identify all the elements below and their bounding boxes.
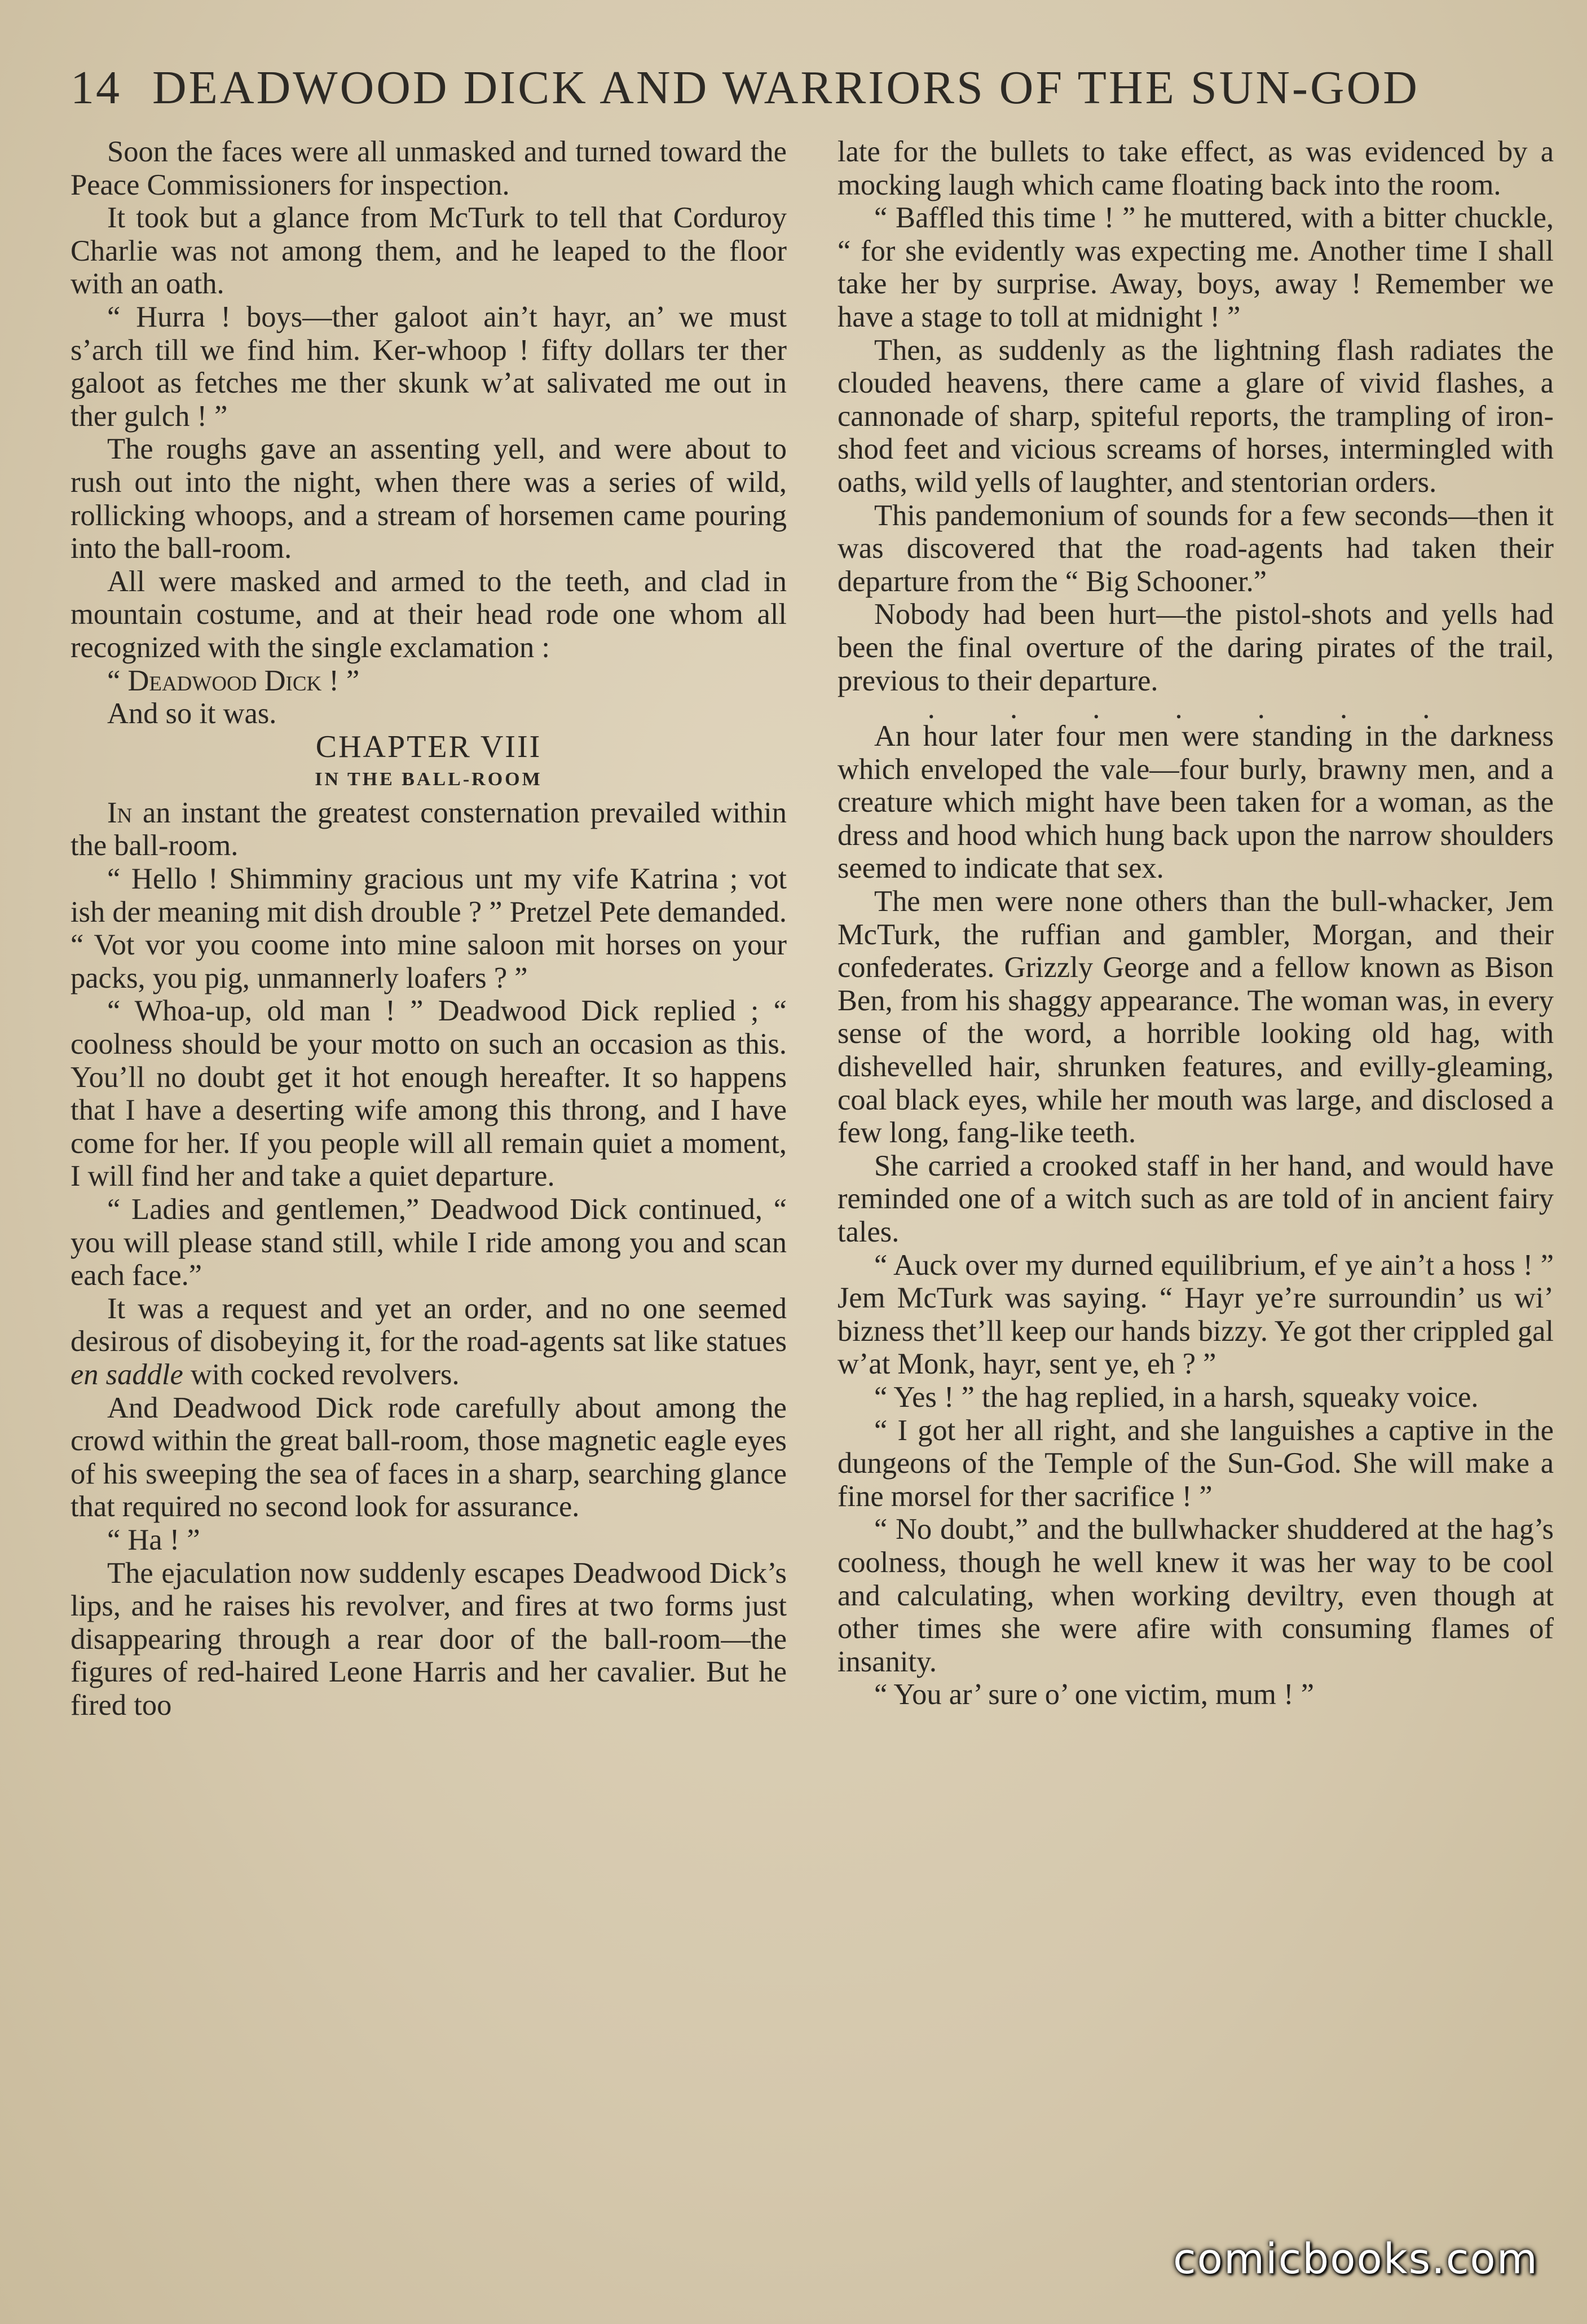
- right-column: [837, 135, 1554, 2279]
- chapter-heading: CHAPTER VIII: [315, 729, 542, 764]
- quote-close: ! ”: [321, 664, 360, 697]
- paragraph: late for the bullets to take effect, as was evidenced by a mocking laugh which came floating back into the room.: [837, 135, 1554, 201]
- paragraph: And so it was.: [107, 697, 277, 730]
- paragraph: [70, 796, 787, 862]
- paragraph: And Deadwood Dick rode carefully about among the crowd within the great ball-room, those magnetic eagle eyes of his sweeping the sea of faces in a sharp, searching glance that required no second look for assurance.: [70, 1391, 787, 1524]
- running-header: [70, 56, 1520, 118]
- paragraph: “ Baffled this time ! ” he muttered, with a bitter chuckle, “ for she evidently was expecting me. Another time I shall take her by surprise. Away, boys, away ! Remember we have a stage to toll at midnight ! ”: [837, 201, 1554, 333]
- paragraph: “ Yes ! ” the hag replied, in a harsh, squeaky voice.: [874, 1380, 1479, 1414]
- running-title: DEADWOOD DICK AND WARRIORS OF THE SUN-GOD: [152, 61, 1420, 114]
- paragraph: Soon the faces were all unmasked and turned toward the Peace Commissioners for inspection.: [70, 135, 787, 201]
- italic-phrase: en saddle: [70, 1358, 183, 1391]
- paragraph: “ Hurra ! boys—ther galoot ain’t hayr, an’ we must s’arch till we find him. Ker-whoop ! fifty dollars ter ther galoot as fetches me ther skunk w’at salivated me out in ther gulch ! ”: [70, 300, 787, 433]
- exclamation-name: Deadwood Dick: [127, 664, 322, 697]
- paragraph: “ No doubt,” and the bullwhacker shuddered at the hag’s coolness, though he well knew it was her way to be cool and calculating, when working deviltry, even though at other times she were afire with consuming flames of insanity.: [837, 1513, 1554, 1678]
- paragraph-text: with cocked revolvers.: [183, 1358, 460, 1391]
- paragraph: All were masked and armed to the teeth, and clad in mountain costume, and at their head rode one whom all recognized with the single exclamation :: [70, 565, 787, 664]
- paragraph: It took but a glance from McTurk to tell that Corduroy Charlie was not among them, and he leaped to the floor with an oath.: [70, 201, 787, 301]
- paragraph-text: an instant the greatest consternation prevailed within the ball-room.: [70, 796, 787, 862]
- paragraph: [70, 664, 787, 698]
- paragraph: Then, as suddenly as the lightning flash radiates the clouded heavens, there came a glare of vivid flashes, a cannonade of sharp, spiteful reports, the trampling of iron-shod feet and vicious screams of horses, intermingled with oaths, wild yells of laughter, and stentorian orders.: [837, 333, 1554, 499]
- paragraph-text: It was a request and yet an order, and no one seemed desirous of disobeying it, for the road-agents sat like statues: [70, 1292, 787, 1358]
- paragraph: “ I got her all right, and she languishes a captive in the dungeons of the Temple of the Sun-God. She will make a fine morsel for ther sacrifice ! ”: [837, 1414, 1554, 1513]
- paragraph: “ Hello ! Shimminy gracious unt my vife Katrina ; vot ish der meaning mit dish drouble ? ” Pretzel Pete demanded. “ Vot vor you coome into mine saloon mit horses on your packs, you pig, unmannerly loafers ? ”: [70, 862, 787, 994]
- paragraph: “ Ladies and gentlemen,” Deadwood Dick continued, “ you will please stand still, while I ride among you and scan each face.”: [70, 1193, 787, 1292]
- paragraph: “ Auck over my durned equilibrium, ef ye ain’t a hoss ! ” Jem McTurk was saying. “ Hayr ye’re surroundin’ us wi’ bizness thet’ll keep our hands bizzy. Ye got ther crippled gal w’at Monk, hayr, sent ye, eh ? ”: [837, 1248, 1554, 1381]
- paragraph: She carried a crooked staff in her hand, and would have reminded one of a witch such as are told of in ancient fairy tales.: [837, 1149, 1554, 1248]
- section-break-dots: . . . . . . .: [927, 692, 1464, 725]
- page-number: 14: [70, 61, 121, 114]
- left-column: [70, 135, 787, 2279]
- chapter-subtitle: IN THE BALL-ROOM: [315, 769, 543, 790]
- paragraph: “ Whoa-up, old man ! ” Deadwood Dick replied ; “ coolness should be your motto on such an occasion as this. You’ll no doubt get it hot enough hereafter. It so happens that I have a deserting wife among this throng, and I have come for her. If you people will all remain quiet a moment, I will find her and take a quiet departure.: [70, 994, 787, 1193]
- paragraph: “ Ha ! ”: [107, 1523, 200, 1556]
- paragraph: This pandemonium of sounds for a few seconds—then it was discovered that the road-agents had taken their departure from the “ Big Schooner.”: [837, 499, 1554, 598]
- quote-open: “: [107, 664, 128, 697]
- paragraph: [70, 1292, 787, 1392]
- paragraph: The ejaculation now suddenly escapes Deadwood Dick’s lips, and he raises his revolver, and fires at two forms just disappearing through a rear door of the ball-room—the figures of red-haired Leone Harris and her cavalier. But he fired too: [70, 1556, 787, 1722]
- drop-word: In: [107, 796, 133, 829]
- paragraph: The men were none others than the bull-whacker, Jem McTurk, the ruffian and gambler, Morgan, and their confederates. Grizzly George and a fellow known as Bison Ben, from his shaggy appearance. The woman was, in every sense of the word, a horrible looking old hag, with dishevelled hair, shrunken features, and evilly-gleaming, coal black eyes, while her mouth was large, and disclosed a few long, fang-like teeth.: [837, 885, 1554, 1150]
- paragraph: Nobody had been hurt—the pistol-shots and yells had been the final overture of the daring pirates of the trail, previous to their departure.: [837, 598, 1554, 697]
- paragraph: “ You ar’ sure o’ one victim, mum ! ”: [874, 1678, 1315, 1711]
- paragraph: The roughs gave an assenting yell, and were about to rush out into the night, when there was a series of wild, rollicking whoops, and a stream of horsemen came pouring into the ball-room.: [70, 433, 787, 565]
- watermark: comicbooks.com: [1173, 2235, 1538, 2283]
- paragraph: An hour later four men were standing in the darkness which enveloped the vale—four burly, brawny men, and a creature which might have been taken for a woman, as the dress and hood which hung back upon the narrow shoulders seemed to indicate that sex.: [837, 720, 1554, 885]
